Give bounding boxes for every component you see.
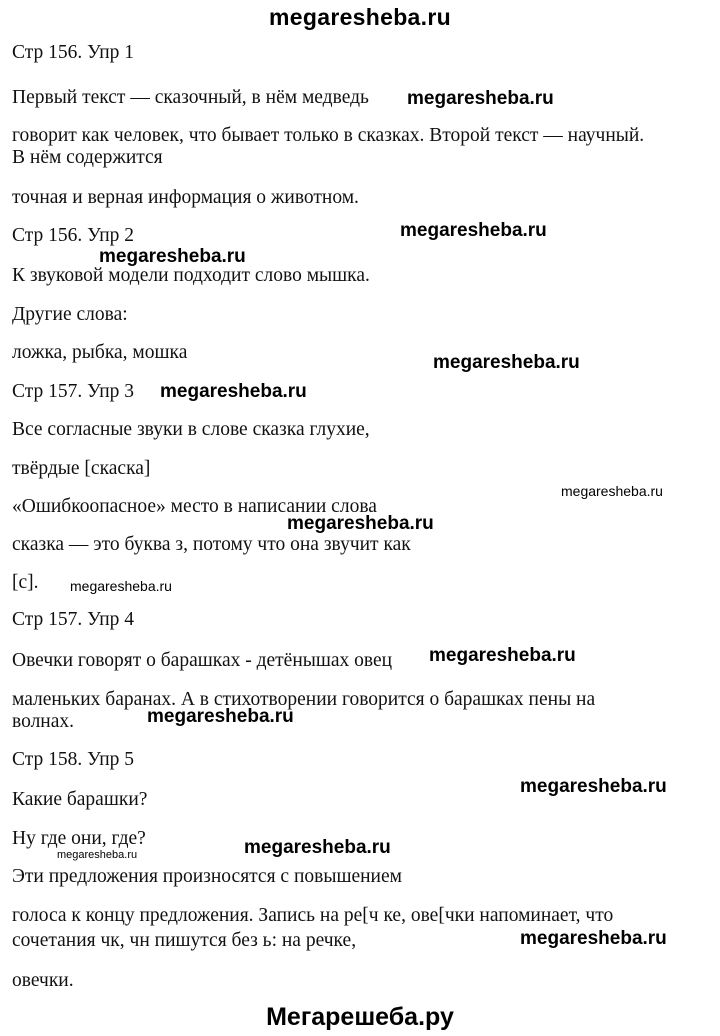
watermark: megaresheba.ru: [287, 513, 434, 534]
text-line: точная и верная информация о животном.: [12, 187, 359, 208]
text-line: говорит как человек, что бывает только в сказках. Второй текст — научный.: [12, 125, 645, 146]
text-line: «Ошибкоопасное» место в написании слова: [12, 496, 377, 517]
watermark: megaresheba.ru: [57, 849, 138, 861]
text-line: ложка, рыбка, мошка: [12, 342, 188, 363]
site-header-title: megaresheba.ru: [269, 4, 451, 30]
watermark: megaresheba.ru: [520, 776, 667, 797]
text-line: маленьких баранах. А в стихотворении говорится о барашках пены на: [12, 689, 596, 710]
text-line: овечки.: [12, 970, 74, 991]
site-footer-title: Мегарешеба.ру: [266, 1003, 454, 1031]
text-line: [с].: [12, 572, 39, 593]
watermark: megaresheba.ru: [400, 220, 547, 241]
text-line: Овечки говорят о барашках - детёнышах овец: [12, 650, 393, 671]
text-line: В нём содержится: [12, 147, 163, 168]
exercise-heading: Стр 158. Упр 5: [12, 749, 135, 770]
watermark: megaresheba.ru: [99, 246, 246, 267]
text-line: сказка — это буква з, потому что она звучит как: [12, 534, 411, 555]
text-line: твёрдые [скаска]: [12, 458, 151, 479]
exercise-heading: Стр 156. Упр 2: [12, 225, 135, 246]
text-line: Все согласные звуки в слове сказка глухие,: [12, 419, 370, 440]
watermark: megaresheba.ru: [244, 837, 391, 858]
watermark: megaresheba.ru: [561, 483, 663, 499]
exercise-heading: Стр 157. Упр 3: [12, 381, 135, 402]
text-line: сочетания чк, чн пишутся без ь: на речке,: [12, 930, 357, 951]
text-line: Какие барашки?: [12, 789, 148, 810]
exercise-heading: Стр 156. Упр 1: [12, 42, 135, 63]
watermark: megaresheba.ru: [433, 352, 580, 373]
text-line: Эти предложения произносятся с повышением: [12, 866, 402, 887]
watermark: megaresheba.ru: [520, 928, 667, 949]
text-line: К звуковой модели подходит слово мышка.: [12, 265, 370, 286]
text-line: волнах.: [12, 711, 75, 732]
exercise-heading: Стр 157. Упр 4: [12, 609, 135, 630]
watermark: megaresheba.ru: [147, 706, 294, 727]
text-line: голоса к концу предложения. Запись на ре[ч ке, ове[чки напоминает, что: [12, 905, 614, 926]
watermark: megaresheba.ru: [70, 578, 172, 594]
text-line: Ну где они, где?: [12, 828, 146, 849]
text-line: Первый текст — сказочный, в нём медведь: [12, 87, 369, 108]
watermark: megaresheba.ru: [407, 88, 554, 109]
watermark: megaresheba.ru: [429, 645, 576, 666]
text-line: Другие слова:: [12, 304, 128, 325]
watermark: megaresheba.ru: [160, 381, 307, 402]
